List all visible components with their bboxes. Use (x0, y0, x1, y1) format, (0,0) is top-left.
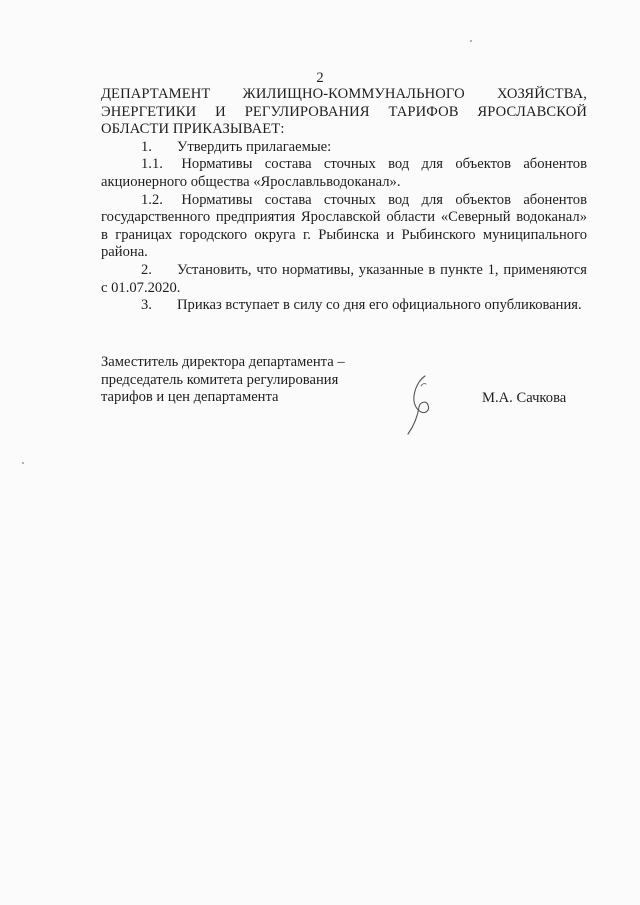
page-number: 2 (316, 70, 324, 86)
signatory-title-line: Заместитель директора департамента – (101, 354, 345, 370)
item-2-continued: с 01.07.2020. (101, 279, 181, 296)
handwritten-signature (395, 372, 445, 438)
scan-speck (470, 40, 472, 42)
item-1-1-continued: акционерного общества «Ярославльводоканал». (101, 173, 401, 190)
item-number: 3. (141, 297, 152, 314)
item-number: 1. (141, 138, 152, 155)
item-number: 1.1. (141, 156, 163, 173)
item-number: 1.2. (141, 191, 163, 208)
order-body (101, 86, 587, 315)
signatory-title (101, 354, 345, 407)
signatory-title-line: председатель комитета регулирования (101, 371, 339, 388)
item-text: Утвердить прилагаемые: (177, 138, 332, 155)
item-text: Нормативы состава сточных вод для объектов абонентов (181, 191, 587, 208)
item-text: Установить, что нормативы, указанные в пункте 1, применяются (177, 261, 587, 278)
item-text: Нормативы состава сточных вод для объектов абонентов (181, 156, 587, 173)
heading-line: ДЕПАРТАМЕНТ ЖИЛИЩНО-КОММУНАЛЬНОГО ХОЗЯЙСТВА, (101, 86, 587, 102)
scan-speck (22, 462, 24, 464)
signatory-title-line: тарифов и цен департамента (101, 389, 279, 406)
item-1-2-continued: государственного предприятия Ярославской области «Северный водоканал» (101, 209, 587, 226)
signatory-name: М.А. Сачкова (482, 390, 567, 406)
item-text: Приказ вступает в силу со дня его официального опубликования. (177, 297, 582, 314)
item-1 (101, 139, 587, 157)
item-1-2-continued: в границах городского округа г. Рыбинска и Рыбинского муниципального (101, 226, 587, 243)
item-1-2 (101, 192, 587, 210)
item-number: 2. (141, 261, 152, 278)
item-1-2-continued: района. (101, 244, 148, 261)
item-2 (101, 262, 587, 280)
item-3 (101, 297, 587, 315)
item-1-1 (101, 156, 587, 174)
heading-line: ЭНЕРГЕТИКИ И РЕГУЛИРОВАНИЯ ТАРИФОВ ЯРОСЛАВСКОЙ (101, 103, 587, 120)
heading-line: ОБЛАСТИ ПРИКАЗЫВАЕТ: (101, 121, 285, 138)
